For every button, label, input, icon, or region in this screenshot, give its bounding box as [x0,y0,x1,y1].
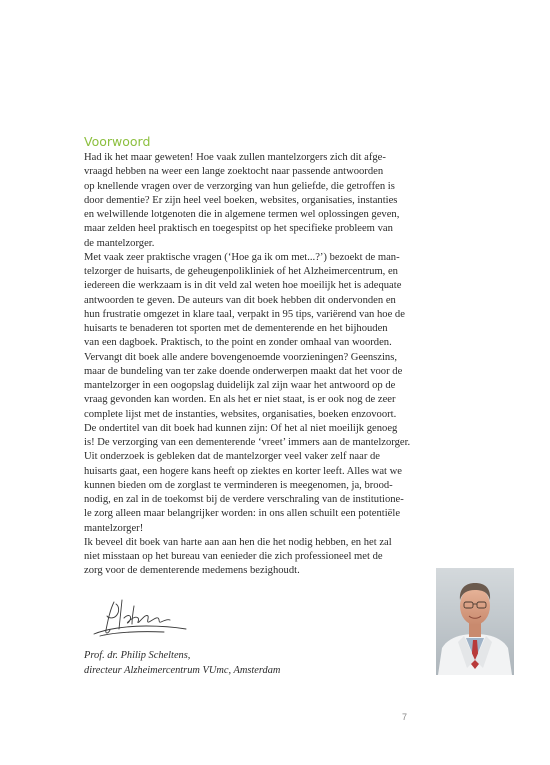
body-line: kunnen bieden om de zorglast te verminderen is meegenomen, ja, brood- [84,479,393,491]
body-line: zorg voor de dementerende medemens bezighoudt. [84,565,300,577]
body-line: vraag gevonden kan worden. En als het er niet staat, is er ook nog de zeer [84,394,396,406]
body-line: Met vaak zeer praktische vragen (‘Hoe ga ik om met...?’) bezoekt de man- [84,251,400,263]
body-line: De ondertitel van dit boek had kunnen zijn: Of het al niet moeilijk genoeg [84,422,398,434]
signer-name: Prof. dr. Philip Scheltens, [84,650,191,661]
body-line: huisarts gaat, een hogere kans heeft op ziektes en korter leeft. Alles wat we [84,465,402,477]
foreword-body [84,151,424,579]
body-line: vraagd hebben na weer een lange zoektocht naar passende antwoorden [84,166,384,178]
body-line: van een dagboek. Praktisch, to the point en zonder omhaal van woorden. [84,337,392,349]
body-line: mantelzorger in een oogopslag duidelijk zal zijn waar het antwoord op de [84,380,396,391]
body-line: de mantelzorger. [84,237,155,249]
body-line: nodig, en zal in de toekomst bij de verdere verschraling van de institutione- [84,494,404,505]
body-line: complete lijst met de instanties, websites, organisaties, boeken enzovoort. [84,408,397,420]
body-line: maar zelden heel praktisch en toegespitst op het specifieke probleem van [84,223,393,235]
handwritten-signature [86,596,196,642]
body-line: hun frustratie omgezet in klare taal, verpakt in 95 tips, variërend van hoe de [84,308,405,320]
body-line: antwoorden te geven. De auteurs van dit boek hebben dit ondervonden en [84,294,396,306]
body-line: op knellende vragen over de verzorging van hun geliefde, die getroffen is [84,180,395,192]
body-line: iedereen die werkzaam is in dit veld zal weten hoe moeilijk het is adequate [84,280,402,292]
page-number: 7 [402,712,408,722]
body-line: Uit onderzoek is gebleken dat de mantelzorger veel vaker zelf naar de [84,451,380,463]
signer-title: directeur Alzheimercentrum VUmc, Amsterdam [84,665,281,676]
author-portrait [436,568,514,675]
body-line: Vervangt dit boek alle andere bovengenoemde voorzieningen? Geenszins, [84,351,397,363]
body-line: door dementie? Er zijn heel veel boeken, websites, organisaties, instanties [84,194,398,206]
body-line: is! De verzorging van een dementerende ‘vreet’ immers aan de mantelzorger. [84,437,411,448]
body-line: Had ik het maar geweten! Hoe vaak zullen mantelzorgers zich dit afge- [84,152,386,163]
body-line: Ik beveel dit boek van harte aan aan hen die het nodig hebben, en het zal [84,536,392,548]
signer-block [84,648,280,678]
body-line: niet misstaan op het bureau van eenieder die zich professioneel met de [84,551,383,562]
body-line: en welwillende lotgenoten die in algemene termen wel oplossingen geven, [84,209,400,220]
body-line: huisarts te benaderen tot sporten met de dementerende en het bijhouden [84,323,388,334]
section-heading: Voorwoord [84,134,151,149]
body-line: maar de bundeling van ter zake doende onderwerpen maakt dat het voor de [84,365,403,377]
body-line: telzorger de huisarts, de geheugenpolikliniek of het Alzheimercentrum, en [84,266,398,277]
body-line: le zorg alleen maar belangrijker worden: in ons allen schuilt een potentiële [84,508,401,520]
body-line: mantelzorger! [84,522,144,534]
